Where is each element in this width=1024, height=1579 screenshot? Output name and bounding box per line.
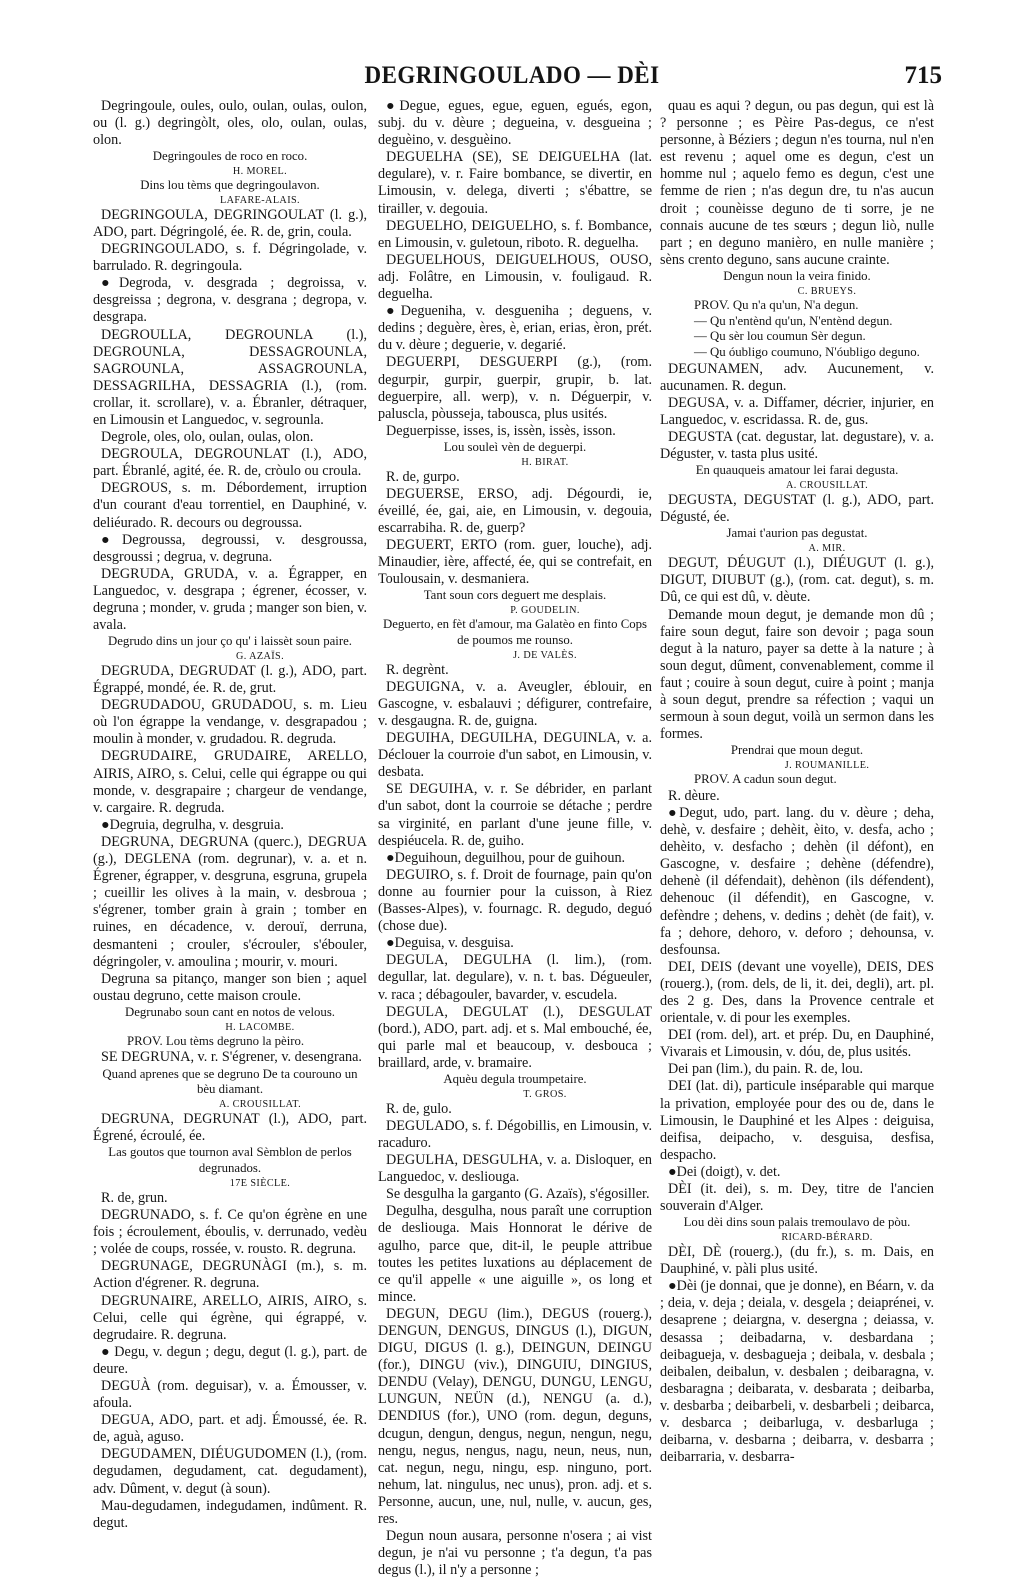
dictionary-entry: DÈI (it. dei), s. m. Dey, titre de l'ancien souverain d'Alger. xyxy=(660,1181,934,1215)
dictionary-entry: DEGUA, ADO, part. et adj. Émoussé, ée. R. de, aguà, aguso. xyxy=(93,1412,367,1446)
dictionary-entry: DÈI, DÈ (rouerg.), (du fr.), s. m. Dais, en Dauphiné, v. pàli plus usité. xyxy=(660,1244,934,1278)
dictionary-entry: DEGRUNADO, s. f. Ce qu'on égrène en une fois ; écroulement, éboulis, v. derrunado, vedèu ; volée de coups, rossée, v. rousto. R. degruna. xyxy=(93,1207,367,1258)
dictionary-entry: DEGROULA, DEGROUNLAT (l.), ADO, part. Ébranlé, agité, ée. R. de, cròulo ou croula. xyxy=(93,446,367,480)
citation-source: LAFARE-ALAIS. xyxy=(220,194,300,206)
proverb: — Qu óubligo coumuno, N'óubligo deguno. xyxy=(694,345,920,360)
dictionary-entry: ●Deguisa, v. desguisa. xyxy=(386,935,514,952)
dictionary-entry: DEGUÀ (rom. deguisar), v. a. Émousser, v. afoula. xyxy=(93,1377,367,1412)
citation-source: C. BRUEYS. xyxy=(797,285,857,297)
dictionary-entry: SE DEGRUNA, v. r. S'égrener, v. desengrana. xyxy=(101,1049,362,1066)
citation-source: 17E SIÈCLE. xyxy=(229,1177,291,1189)
dictionary-entry: ●Degue, egues, egue, eguen, egués, egon, subj. du v. dèure ; degueina, v. desgueina ; deguèino, v. desguèino. xyxy=(378,98,652,149)
dictionary-entry: DEGRUNAGE, DEGRUNÀGI (m.), s. m. Action d'égrener. R. degruna. xyxy=(93,1258,367,1292)
proverb: — Qu sèr lou coumun Sèr degun. xyxy=(694,329,866,344)
citation-quote: Jamai t'aurion pas degustat. xyxy=(726,526,868,541)
dictionary-entry: DEGUSTA (cat. degustar, lat. degustare), v. a. Déguster, v. tasta plus usité. xyxy=(660,429,934,463)
dictionary-entry: ●Deguihoun, deguilhou, pour de guihoun. xyxy=(386,849,626,866)
text-column-left xyxy=(93,98,367,1532)
dictionary-entry: quau es aqui ? degun, ou pas degun, qui est là ? personne ; es Pèire Pas-degus, ce n'est personne, à Béziers ; degun n'es tourna, nul n'en est revenu ; aquel ome es degun, c'est un homme nul ; aquelo femo es degun, c'est une femme de rien ; n'as degun dre, tu n'as aucun droit ; counèisse deguno de ti sorre, je ne connais aucune de tes sœurs ; degun liò, nulle part ; en deguno manièro, en nulle manière ; sèns crento deguno, sans aucune crainte. xyxy=(660,98,934,268)
dictionary-entry: DEI, DEIS (devant une voyelle), DEIS, DES (rouerg.), (rom. dels, de li, it. dei, degli), art. pl. des 2 g. Des, dans la Provence centrale et orientale, v. di pour les exemples. xyxy=(660,958,934,1027)
dictionary-entry: DEGUIRO, s. f. Droit de fournage, pain qu'on donne au fournier pour la cuisson, à Riez (Basses-Alpes), v. fournagc. R. degudo, deguó (chose due). xyxy=(378,866,652,935)
page-header xyxy=(82,62,942,94)
text-column-right xyxy=(660,98,934,1466)
dictionary-entry: DEGUSTA, DEGUSTAT (l. g.), ADO, part. Dégusté, ée. xyxy=(660,492,934,526)
dictionary-entry: DEI (lat. di), particule inséparable qui marque la privation, employée pour des ou de, dans le Limousin, le Dauphiné et les Alpes : deiguisa, deifisa, deipacho, v. desguisa, desfisa, despacho. xyxy=(660,1078,934,1163)
dictionary-entry: DEGRINGOULADO, s. f. Dégringolade, v. barrulado. R. degringoula. xyxy=(93,241,367,275)
dictionary-entry: ●Dèi (je donnai, que je donne), en Béarn, v. da ; deia, v. deja ; deiala, v. desgela ; deiaprénei, v. desaprene ; deiargna, v. desergna ; deiassa, v. desassa ; deibadarna, v. desbardana ; deibagueja, v. desbagueja ; deibala, v. desbala ; deibalen, deibalun, v. desbalen ; deibaragna, v. desbaragna ; deibarata, v. desbarata ; deibarba, v. desbarba ; deibarbeli, v. desbarbeli ; deibarca, v. desbarca ; deibarluga, v. desbarluga ; deibarna, v. desbarna ; deibarra, v. desbarra ; deibarraria, v. desbarra- xyxy=(660,1278,934,1466)
dictionary-entry: DEGRUDADOU, GRUDADOU, s. m. Lieu où l'on égrappe la vendange, v. desgrapadou ; moulin à monder, v. grudadou. R. degruda. xyxy=(93,697,367,748)
dictionary-entry: DEGUSA, v. a. Diffamer, décrier, injurier, en Languedoc, v. escridassa. R. de, gus. xyxy=(660,395,934,429)
citation-quote: Quand aprenes que se degruno De ta courouno un bèu diamant. xyxy=(102,1066,358,1097)
dictionary-entry: DEGRUNA, DEGRUNAT (l.), ADO, part. Égrené, écroulé, ée. xyxy=(93,1111,367,1145)
citation-quote: Dins lou tèms que degringoulavon. xyxy=(140,178,320,193)
citation-quote: Prendrai que moun degut. xyxy=(730,743,864,758)
dictionary-entry: ●Degroussa, degroussi, v. desgroussa, desgroussi ; degrua, v. degruna. xyxy=(93,531,367,565)
dictionary-entry: DEGRUNA, DEGRUNA (querc.), DEGRUA (g.), DEGLENA (rom. degrunar), v. a. et n. Égrener, égrapper, v. desgruna, esgruna, grupela ; cueillir les olives à la main, v. desbroua ; s'égrener, tomber grain à grain ; tomber en ruines, en décadence, v. derouï, derruna, desmanteni ; crouler, s'écrouler, s'ébouler, dégringoler, v. amoulina ; mourir, v. mouri. xyxy=(93,833,367,970)
citation-quote: Aquèu degula troumpetaire. xyxy=(443,1071,587,1086)
citation-quote: Las goutos que tournon aval Sèmblon de perlos degrunados. xyxy=(108,1145,352,1176)
citation-quote: Lou dèi dins soun palais tremoulavo de pòu. xyxy=(683,1215,911,1230)
dictionary-entry: DEGRUNAIRE, ARELLO, AIRIS, AIRO, s. Celui, celle qui égrène, qui égrappé, v. degrudaire. R. degruna. xyxy=(93,1292,367,1343)
dictionary-entry: DEGUELHO, DEIGUELHO, s. f. Bombance, en Limousin, v. guletoun, riboto. R. deguelha. xyxy=(378,217,652,251)
citation-source: RICARD-BÉRARD. xyxy=(781,1232,873,1244)
proverb: — Qu n'entènd qu'un, N'entènd degun. xyxy=(694,313,893,328)
citation-source: P. GOUDELIN. xyxy=(510,605,580,617)
citation-quote: Degringoules de roco en roco. xyxy=(152,149,308,164)
dictionary-entry: ●Degut, udo, part. lang. du v. dèure ; deha, dehè, v. desfaire ; dehèit, èito, v. desfa, acho ; dehèito, v. desfacho ; dehèn (il défont), en Gascogne, v. desfaire ; dehène (défendre), dehenè (il défendait), dehènon (ils défendent), dehenouc (il défendit), en Gascogne, v. defèndre ; dehens, v. dedins ; dehèt (de fait), v. fa ; dehore, dehoro, v. deforo ; dehounsa, v. desfounsa. xyxy=(660,804,934,958)
dictionary-entry: ●Dei (doigt), v. det. xyxy=(668,1163,781,1180)
proverb: PROV. Lou tèms degruno la pèiro. xyxy=(127,1033,305,1048)
citation-quote: Deguerto, en fèt d'amour, ma Galatèo en finto Cops de poumos me rounso. xyxy=(382,617,648,647)
citation-quote: Dengun noun la veira finido. xyxy=(723,268,871,283)
citation-source: T. GROS. xyxy=(523,1088,567,1100)
dictionary-entry: DEGROUS, s. m. Débordement, irruption d'un courant d'eau torrentiel, en Dauphiné, v. deliéurado. R. decours ou degroussa. xyxy=(93,480,367,531)
dictionary-entry: DEGUIHA, DEGUILHA, DEGUINLA, v. a. Déclouer la courroie d'un sabot, en Limousin, v. desbata. xyxy=(378,730,652,781)
dictionary-entry: DEGROULLA, DEGROUNLA (l.), DEGROUNLA, DESSAGROUNLA, SAGROUNLA, ASSAGROUNLA, DESSAGRILHA, DESSAGRIA (l.), (rom. crollar, it. scrollare), v. a. Ébranler, détraquer, en Limousin et Languedoc, v. segrounla. xyxy=(93,326,367,428)
proverb: PROV. Qu n'a qu'un, N'a degun. xyxy=(694,297,859,312)
dictionary-entry: DEGRUDA, DEGRUDAT (l. g.), ADO, part. Égrappé, mondé, ée. R. de, grut. xyxy=(93,663,367,697)
dictionary-entry: R. dèure. xyxy=(668,787,720,804)
dictionary-entry: DEGUERSE, ERSO, adj. Dégourdi, ie, éveillé, ée, gai, aie, en Limousin, v. degouia, escarrabiha. R. de, guerp? xyxy=(378,485,652,536)
dictionary-entry: Dei pan (lim.), du pain. R. de, lou. xyxy=(668,1061,864,1078)
citation-quote: Degrudo dins un jour ço qu' i laissèt soun paire. xyxy=(108,634,352,649)
dictionary-entry: DEGUELHOUS, DEIGUELHOUS, OUSO, adj. Folâtre, en Limousin, v. fouligaud. R. deguelha. xyxy=(378,251,652,303)
citation-source: H. BIRAT. xyxy=(521,456,569,468)
citation-source: A. MIR. xyxy=(808,543,846,555)
dictionary-entry: DEGUIGNA, v. a. Aveugler, éblouir, en Gascogne, v. esbalauvi ; défigurer, contrefaire, v. desgaugna. R. de, guigna. xyxy=(378,678,652,729)
dictionary-entry: DEGULA, DEGULHA (l. lim.), (rom. degullar, lat. degulare), v. n. t. bas. Dégueuler, v. raca ; débagouler, bavarder, v. escudela. xyxy=(378,952,652,1003)
dictionary-entry: DEGUDAMEN, DIÉUGUDOMEN (l.), (rom. degudamen, degudament, cat. degudament), adv. Dûment, v. degut (à soun). xyxy=(93,1446,367,1497)
running-head-title: DEGRINGOULADO — DÈI xyxy=(364,62,660,89)
citation-source: H. LACOMBE. xyxy=(225,1021,295,1033)
dictionary-entry: ●Degroda, v. desgrada ; degroissa, v. desgreissa ; degrona, v. desgrana ; degropa, v. desgrapa. xyxy=(93,275,367,326)
dictionary-entry: DEGUELHA (SE), SE DEIGUELHA (lat. degulare), v. r. Faire bombance, se divertir, en Limousin, v. delega, diverti ; s'ébattre, se tirailler, v. degouia. xyxy=(378,149,652,217)
citation-source: J. ROUMANILLE. xyxy=(784,760,870,772)
dictionary-entry: DEGUERT, ERTO (rom. guer, louche), adj. Minaudier, ière, affecté, ée, qui se contrefait, en Toulousain, v. desmaniera. xyxy=(378,537,652,588)
dictionary-entry: R. de, grun. xyxy=(101,1189,168,1206)
dictionary-entry: DEGUNAMEN, adv. Aucunement, v. aucunamen. R. degun. xyxy=(660,360,934,395)
citation-quote: Lou souleì vèn de deguerpi. xyxy=(443,439,587,454)
citation-source: G. AZAÏS. xyxy=(235,651,285,663)
dictionary-entry: ●Degruia, degrulha, v. desgruia. xyxy=(101,816,284,833)
dictionary-entry: Deguerpisse, isses, is, issèn, issès, isson. xyxy=(386,422,616,439)
dictionary-entry: Demande moun degut, je demande mon dû ; faire soun degut, faire son devoir ; paga soun degut à la naturo, payer sa dette à la nature ; à soun degut, dûment, convenablement, comme il faut ; couire à soun degut, cuire à point ; manja à soun degut, prendre sa réfection ; vaqui un sermoun à soun degut, voilà un sermon dans les formes. xyxy=(660,606,934,743)
citation-source: J. DE VALÈS. xyxy=(513,649,577,661)
text-column-middle xyxy=(378,98,652,1579)
dictionary-entry: Mau-degudamen, indegudamen, indûment. R. degut. xyxy=(93,1497,367,1531)
dictionary-entry: DEGRUDAIRE, GRUDAIRE, ARELLO, AIRIS, AIRO, s. Celui, celle qui égrappe ou qui monde, v. desgrapaire ; chargeur de vendange, v. cargaire. R. degruda. xyxy=(93,748,367,816)
proverb: PROV. A cadun soun degut. xyxy=(694,772,837,787)
page-number: 715 xyxy=(904,62,942,89)
dictionary-entry: DEI (rom. del), art. et prép. Du, en Dauphiné, Vivarais et Limousin, v. dóu, de, plus usités. xyxy=(660,1027,934,1061)
dictionary-entry: DEGULA, DEGULAT (l.), DESGULAT (bord.), ADO, part. adj. et s. Mal embouché, ée, qui parle mal et beaucoup, v. desbouca ; braillard, arde, v. bramaire. xyxy=(378,1003,652,1071)
citation-quote: Tant soun cors deguert me desplais. xyxy=(423,588,607,603)
citation-quote: Degrunabo soun cant en notos de velous. xyxy=(124,1004,336,1019)
dictionary-entry: Se desgulha la garganto (G. Azaïs), s'égosiller. xyxy=(386,1186,650,1203)
dictionary-entry: R. de, gurpo. xyxy=(386,468,460,485)
citation-quote: En quauqueis amatour lei farai degusta. xyxy=(695,463,899,478)
dictionary-entry: DEGUERPI, DESGUERPI (g.), (rom. degurpir, gurpir, guerpir, grupir, b. lat. deguerpire, all. werp), v. n. Déguerpir, v. paluscla, pòusseja, tabousca, plus usités. xyxy=(378,354,652,422)
citation-source: A. CROUSILLAT. xyxy=(218,1099,302,1111)
citation-source: H. MOREL. xyxy=(232,166,288,178)
citation-source: A. CROUSILLAT. xyxy=(785,480,869,492)
dictionary-entry: Degringoule, oules, oulo, oulan, oulas, oulon, ou (l. g.) degringòlt, oles, olo, oulan, oulas, olon. xyxy=(93,98,367,149)
dictionary-entry: ● Degu, v. degun ; degu, degut (l. g.), part. de deure. xyxy=(93,1343,367,1377)
dictionary-entry: DEGRINGOULA, DEGRINGOULAT (l. g.), ADO, part. Dégringolé, ée. R. de, grin, coula. xyxy=(93,206,367,240)
dictionary-entry: R. de, gulo. xyxy=(386,1100,452,1117)
dictionary-entry: Degun noun ausara, personne n'osera ; ai vist degun, je n'ai vu personne ; t'a degun, t'a pas degus (l.), il n'y a personne ; xyxy=(378,1528,652,1579)
dictionary-entry: ●Degueniha, v. desgueniha ; deguens, v. dedins ; deguère, ères, è, erian, erias, èron, prét. du v. dèure ; deguerie, v. degarié. xyxy=(378,303,652,354)
dictionary-entry: DEGULHA, DESGULHA, v. a. Disloquer, en Languedoc, v. desliouga. xyxy=(378,1152,652,1186)
dictionary-entry: Degulha, desgulha, nous paraît une corruption de desliouga. Mais Honnorat le dérive de agulho, parce que, dit-il, le peuple attribue toutes les petites luxations au déplacement de ce qu'il appelle « une aiguille », os long et mince. xyxy=(378,1203,652,1305)
dictionary-entry: Degrole, oles, olo, oulan, oulas, olon. xyxy=(101,429,314,446)
dictionary-entry: DEGRUDA, GRUDA, v. a. Égrapper, en Languedoc, v. desgrapa ; égrener, écosser, v. degruna ; monder, v. gruda ; manger son bien, v. avala. xyxy=(93,565,367,634)
dictionary-entry: R. degrènt. xyxy=(386,661,449,678)
dictionary-entry: DEGULADO, s. f. Dégobillis, en Limousin, v. racaduro. xyxy=(378,1117,652,1151)
dictionary-entry: SE DEGUIHA, v. r. Se débrider, en parlant d'un sabot, dont la courroie se détache ; perdre sa virginité, en parlant d'une jeune fille, v. despiéucela. R. de, guiho. xyxy=(378,781,652,849)
dictionary-entry: DEGUN, DEGU (lim.), DEGUS (rouerg.), DENGUN, DENGUS, DINGUS (l.), DIGUN, DIGU, DIGUS (l. g.), DEINGUN, DEINGU (for.), DINGU (viv.), DINGUIU, DINGIUS, DENDU (Velay), DENGU, DUNGU, LENGU, LUNGUN, NEÜN (d.), NENGU (a. d.), DENDIUS (for.), UNO (rom. degun, deguns, dcugun, dengun, dengus, negun, nengun, negu, nengu, negus, nengus, nagu, neun, neus, nun, cat. negun, negu, ningu, esp. ninguno, port. nehum, lat. ningulus, nec unus), pron. adj. et s. Personne, aucun, une, nul, nulle, v. aucun, ges, res. xyxy=(378,1305,652,1528)
dictionary-entry: DEGUT, DÉUGUT (l.), DIÉUGUT (l. g.), DIGUT, DIUBUT (g.), (rom. cat. degut), s. m. Dû, ce qui est dû, v. dèute. xyxy=(660,555,934,606)
dictionary-entry: Degruna sa pitanço, manger son bien ; aquel oustau degruno, cette maison croule. xyxy=(93,970,367,1004)
